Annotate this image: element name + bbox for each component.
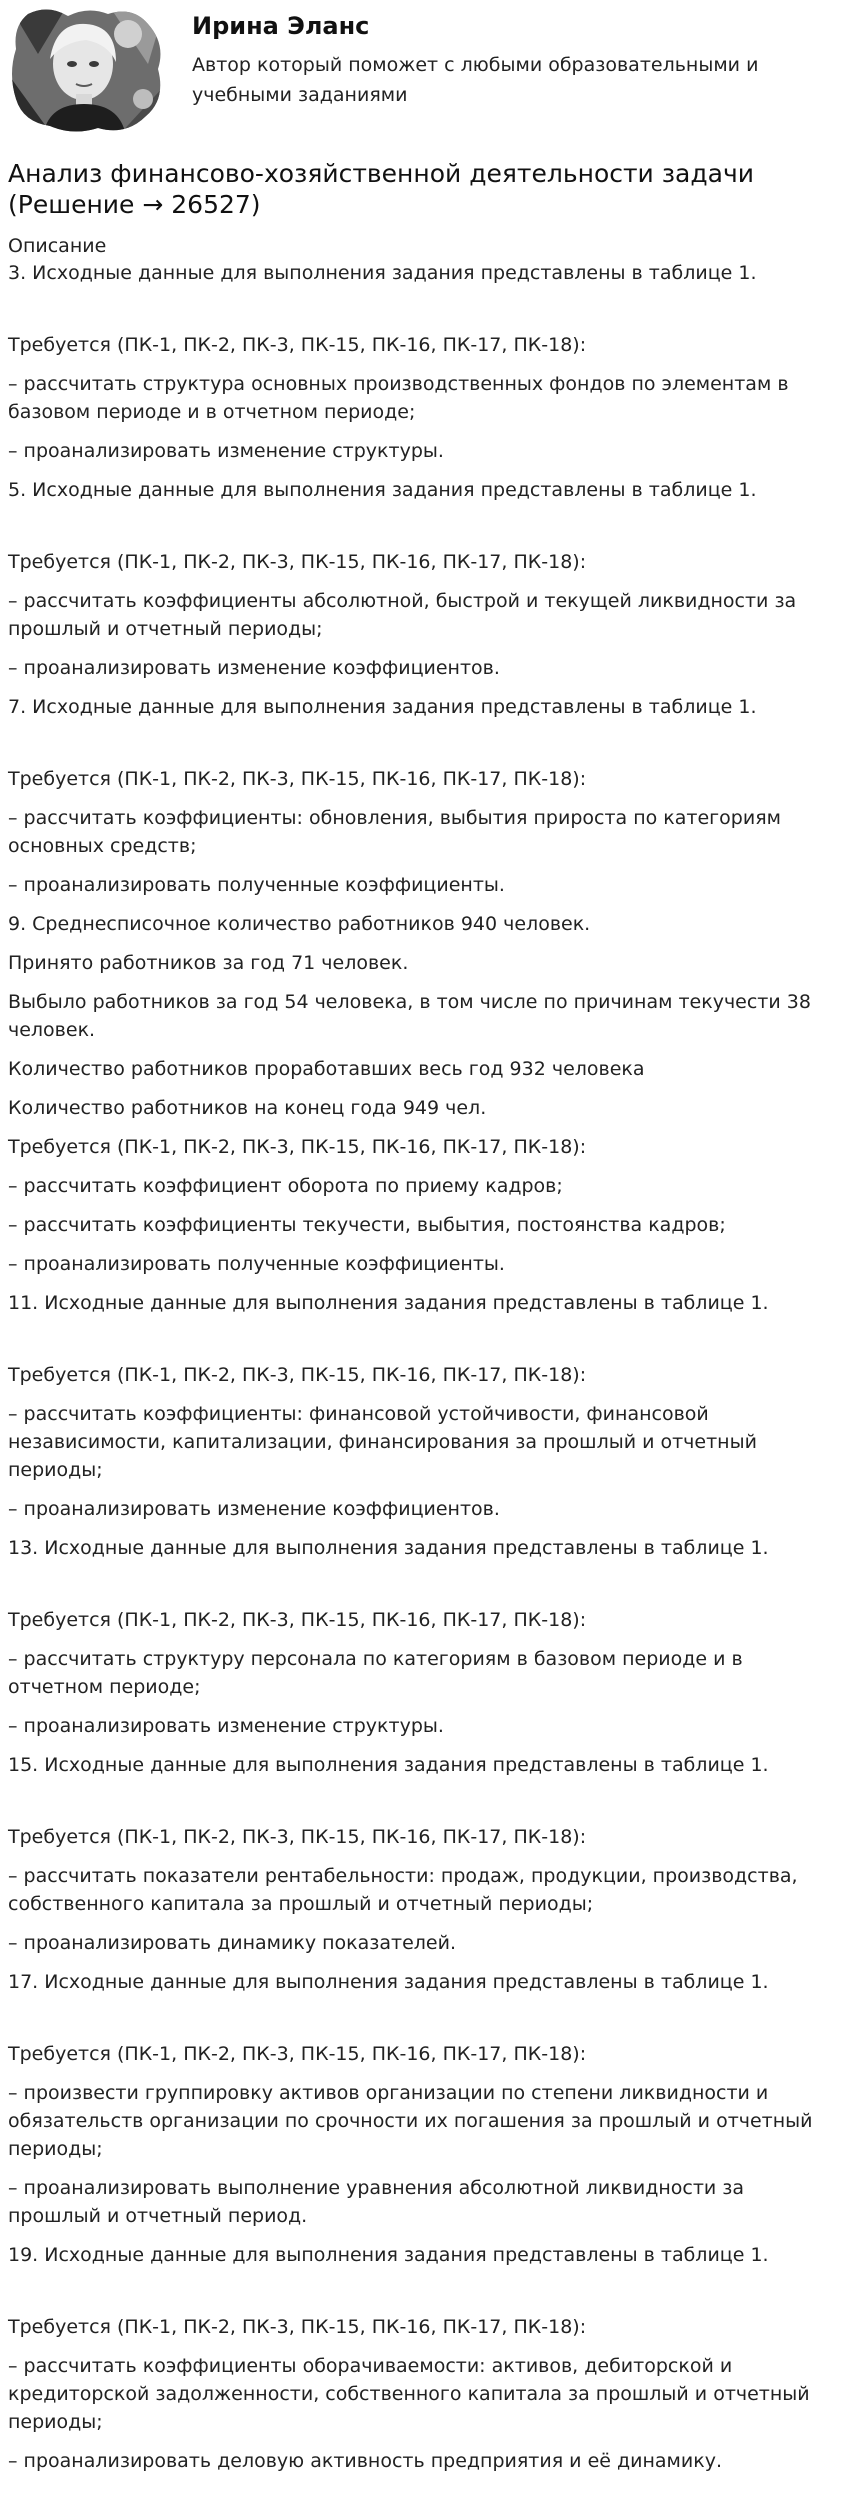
description-paragraph: – проанализировать динамику показателей. xyxy=(8,1932,457,1954)
description-paragraph: 7. Исходные данные для выполнения задания представлены в таблице 1. xyxy=(8,696,757,718)
description-paragraph: – рассчитать коэффициенты абсолютной, быстрой и текущей ликвидности за прошлый и отчетный периоды; xyxy=(8,590,797,640)
description-paragraph: – проанализировать изменение структуры. xyxy=(8,440,444,462)
description-paragraph: Требуется (ПК-1, ПК-2, ПК-3, ПК-15, ПК-16, ПК-17, ПК-18): xyxy=(8,1136,587,1158)
author-avatar[interactable] xyxy=(8,4,166,136)
description-paragraph: 15. Исходные данные для выполнения задания представлены в таблице 1. xyxy=(8,1754,769,1776)
author-description: Автор который поможет с любыми образовательными и учебными заданиями xyxy=(192,54,759,106)
description-paragraph: – проанализировать изменение структуры. xyxy=(8,1715,444,1737)
description-paragraph: – проанализировать деловую активность предприятия и её динамику. xyxy=(8,2450,722,2472)
description-paragraph: Требуется (ПК-1, ПК-2, ПК-3, ПК-15, ПК-16, ПК-17, ПК-18): xyxy=(8,2316,587,2338)
description-paragraph: 17. Исходные данные для выполнения задания представлены в таблице 1. xyxy=(8,1971,769,1993)
description-paragraph: Требуется (ПК-1, ПК-2, ПК-3, ПК-15, ПК-16, ПК-17, ПК-18): xyxy=(8,551,587,573)
description-paragraph: – рассчитать коэффициенты текучести, выбытия, постоянства кадров; xyxy=(8,1214,726,1236)
description-paragraph: Количество работников проработавших весь год 932 человека xyxy=(8,1058,645,1080)
description-paragraph: – рассчитать коэффициенты: финансовой устойчивости, финансовой независимости, капитализации, финансирования за прошлый и отчетный периоды; xyxy=(8,1403,757,1481)
description-paragraph: – проанализировать полученные коэффициенты. xyxy=(8,1253,505,1275)
author-card xyxy=(8,0,839,144)
description-paragraph: – рассчитать коэффициент оборота по приему кадров; xyxy=(8,1175,563,1197)
description-paragraph: 3. Исходные данные для выполнения задания представлены в таблице 1. xyxy=(8,262,757,284)
description-paragraph: – рассчитать структура основных производственных фондов по элементам в базовом периоде и в отчетном периоде; xyxy=(8,373,789,423)
description-paragraph: – рассчитать коэффициенты: обновления, выбытия прироста по категориям основных средств; xyxy=(8,807,781,857)
description-paragraph: 5. Исходные данные для выполнения задания представлены в таблице 1. xyxy=(8,479,757,501)
description-paragraph: Принято работников за год 71 человек. xyxy=(8,952,409,974)
description-paragraph: Выбыло работников за год 54 человека, в том числе по причинам текучести 38 человек. xyxy=(8,991,811,1041)
description-paragraph: Количество работников на конец года 949 чел. xyxy=(8,1097,487,1119)
task-title: Анализ финансово-хозяйственной деятельности задачи (Решение → 26527) xyxy=(8,159,754,219)
description-paragraph: – рассчитать коэффициенты оборачиваемости: активов, дебиторской и кредиторской задолженности, собственного капитала за прошлый и отчетный периоды; xyxy=(8,2355,810,2433)
task-description xyxy=(8,259,839,2475)
description-paragraph: – проанализировать изменение коэффициентов. xyxy=(8,657,500,679)
description-paragraph: Требуется (ПК-1, ПК-2, ПК-3, ПК-15, ПК-16, ПК-17, ПК-18): xyxy=(8,1826,587,1848)
description-paragraph: 19. Исходные данные для выполнения задания представлены в таблице 1. xyxy=(8,2244,769,2266)
author-name[interactable]: Ирина Эланс xyxy=(192,12,370,40)
description-paragraph: Требуется (ПК-1, ПК-2, ПК-3, ПК-15, ПК-16, ПК-17, ПК-18): xyxy=(8,1364,587,1386)
description-paragraph: 11. Исходные данные для выполнения задания представлены в таблице 1. xyxy=(8,1292,769,1314)
description-paragraph: Требуется (ПК-1, ПК-2, ПК-3, ПК-15, ПК-16, ПК-17, ПК-18): xyxy=(8,1609,587,1631)
description-label: Описание xyxy=(8,235,107,257)
description-paragraph: – проанализировать полученные коэффициенты. xyxy=(8,874,505,896)
description-paragraph: Требуется (ПК-1, ПК-2, ПК-3, ПК-15, ПК-16, ПК-17, ПК-18): xyxy=(8,768,587,790)
description-paragraph: 13. Исходные данные для выполнения задания представлены в таблице 1. xyxy=(8,1537,769,1559)
description-paragraph: Требуется (ПК-1, ПК-2, ПК-3, ПК-15, ПК-16, ПК-17, ПК-18): xyxy=(8,2043,587,2065)
description-paragraph: – проанализировать изменение коэффициентов. xyxy=(8,1498,500,1520)
description-paragraph: 9. Среднесписочное количество работников 940 человек. xyxy=(8,913,591,935)
description-paragraph: Требуется (ПК-1, ПК-2, ПК-3, ПК-15, ПК-16, ПК-17, ПК-18): xyxy=(8,334,587,356)
description-paragraph: – рассчитать показатели рентабельности: продаж, продукции, производства, собственного капитала за прошлый и отчетный периоды; xyxy=(8,1865,798,1915)
description-paragraph: – проанализировать выполнение уравнения абсолютной ликвидности за прошлый и отчетный период. xyxy=(8,2177,745,2227)
description-paragraph: – рассчитать структуру персонала по категориям в базовом периоде и в отчетном периоде; xyxy=(8,1648,743,1698)
author-info xyxy=(192,4,772,110)
description-paragraph: – произвести группировку активов организации по степени ликвидности и обязательств организации по срочности их погашения за прошлый и отчетный периоды; xyxy=(8,2082,813,2160)
